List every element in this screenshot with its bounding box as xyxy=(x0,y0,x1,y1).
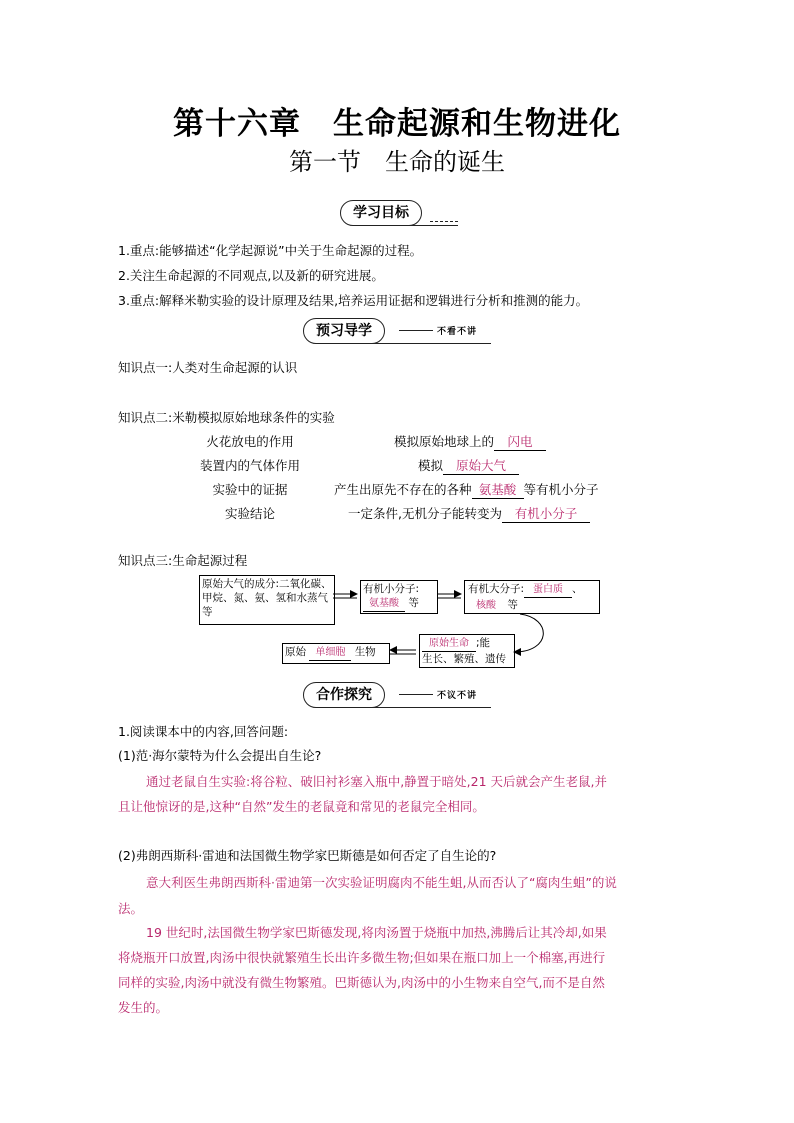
answer-blank: 核酸 xyxy=(468,599,504,614)
arrow-3 xyxy=(390,650,416,654)
banner-underline xyxy=(333,707,491,708)
question-2: (2)弗朗西斯科·雷迪和法国微生物学家巴斯德是如何否定了自生论的? xyxy=(118,848,497,863)
box-label: 原始 xyxy=(285,646,306,658)
objective-1: 1.重点:能够描述“化学起源说”中关于生命起源的过程。 xyxy=(118,243,423,258)
answer-blank: 单细胞 xyxy=(309,646,351,661)
row-prefix: 产生出原先不存在的各种 xyxy=(334,482,472,497)
objective-2: 2.关注生命起源的不同观点,以及新的研究进展。 xyxy=(118,268,384,283)
kp2-row-left: 实验中的证据 xyxy=(212,482,288,497)
curve-arrow xyxy=(514,614,543,652)
row-prefix: 模拟 xyxy=(418,458,444,473)
banner-tail: 不看不讲 xyxy=(437,327,478,337)
box-label: 有机大分子: xyxy=(468,583,525,595)
chapter-title: 第十六章 生命起源和生物进化 xyxy=(173,106,621,142)
answer-blank: 闪电 xyxy=(494,434,546,451)
primitive-atmosphere-box: 原始大气的成分:二氧化碳、甲烷、氮、氨、氢和水蒸气等 xyxy=(199,575,335,625)
answer-blank: 原始生命 xyxy=(422,637,476,652)
answer-3-line-4: 发生的。 xyxy=(118,1000,169,1015)
box-separator: 、 xyxy=(572,583,583,595)
answer-3-line-3: 同样的实验,肉汤中就没有微生物繁殖。巴斯德认为,肉汤中的小生物来自空气,而不是自然 xyxy=(118,975,605,990)
answer-1-line-2: 且让他惊讶的是,这种“自然”发生的老鼠竟和常见的老鼠完全相同。 xyxy=(118,799,485,814)
answer-blank: 蛋白质 xyxy=(524,583,572,598)
banner-tail: 不议不讲 xyxy=(437,691,478,701)
answer-blank: 氨基酸 xyxy=(472,482,524,499)
kp3-title: 知识点三:生命起源过程 xyxy=(118,553,248,568)
banner-label: 合作探究 xyxy=(303,682,385,708)
answer-3-line-2: 将烧瓶开口放置,肉汤中很快就繁殖生长出许多微生物;但如果在瓶口加上一个棉塞,再进行 xyxy=(118,950,606,965)
banner-label: 预习导学 xyxy=(303,318,385,344)
section-title: 第一节 生命的诞生 xyxy=(289,148,505,176)
box-suffix: ;能 xyxy=(476,637,491,649)
kp2-title: 知识点二:米勒模拟原始地球条件的实验 xyxy=(118,410,335,425)
answer-1-line-1: 通过老鼠自生实验:将谷粒、破旧衬衫塞入瓶中,静置于暗处,21 天后就会产生老鼠,并 xyxy=(146,774,608,789)
row-prefix: 一定条件,无机分子能转变为 xyxy=(348,506,502,521)
arrow-2 xyxy=(438,594,461,598)
question-intro: 1.阅读课本中的内容,回答问题: xyxy=(118,724,289,739)
banner-label: 学习目标 xyxy=(340,200,422,226)
answer-blank: 原始大气 xyxy=(443,458,519,475)
banner-dash xyxy=(399,694,433,695)
box-suffix: 生物 xyxy=(354,646,376,658)
kp2-row-left: 实验结论 xyxy=(224,506,275,521)
answer-3-line-1: 19 世纪时,法国微生物学家巴斯德发现,将肉汤置于烧瓶中加热,沸腾后让其冷却,如果 xyxy=(146,925,607,940)
row-prefix: 模拟原始地球上的 xyxy=(394,434,495,449)
kp1-title: 知识点一:人类对生命起源的认识 xyxy=(118,360,298,375)
answer-blank: 有机小分子 xyxy=(502,506,590,523)
answer-blank: 氨基酸 xyxy=(363,597,405,612)
question-1: (1)范·海尔蒙特为什么会提出自生论? xyxy=(118,748,322,763)
row-suffix: 等有机小分子 xyxy=(523,482,599,497)
arrow-1 xyxy=(333,594,357,598)
box-label: 有机小分子: xyxy=(363,583,420,595)
objective-3: 3.重点:解释米勒实验的设计原理及结果,培养运用证据和逻辑进行分析和推测的能力。 xyxy=(118,293,589,308)
kp2-row-left: 装置内的气体作用 xyxy=(199,458,300,473)
kp2-row-left: 火花放电的作用 xyxy=(206,434,294,449)
box-suffix: 等 xyxy=(408,597,419,609)
cooperation-banner xyxy=(303,682,493,708)
answer-2-line-2: 法。 xyxy=(118,901,144,916)
box-suffix-2: 生长、繁殖、遗传 xyxy=(422,653,506,665)
answer-2-line-1: 意大利医生弗朗西斯科·雷迪第一次实验证明腐肉不能生蛆,从而否认了“腐肉生蛆”的说 xyxy=(146,875,617,890)
box-suffix: 等 xyxy=(507,599,518,611)
